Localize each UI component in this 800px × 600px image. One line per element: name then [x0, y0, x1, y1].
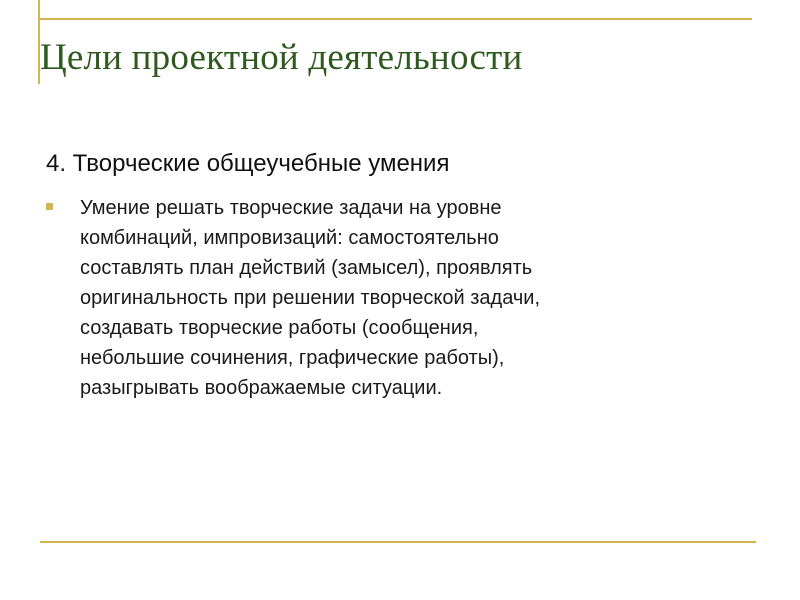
- bullet-line: комбинаций, импровизаций: самостоятельно: [80, 227, 499, 249]
- bullet-line: оригинальность при решении творческой задачи,: [80, 287, 541, 309]
- slide-title: Цели проектной деятельности: [40, 37, 523, 78]
- bullet-line: составлять план действий (замысел), проявлять: [80, 257, 533, 279]
- top-horizontal-rule: [40, 18, 752, 20]
- bullet-line: Умение решать творческие задачи на уровне: [80, 197, 502, 219]
- bullet-line: создавать творческие работы (сообщения,: [80, 317, 479, 339]
- square-bullet-icon: [46, 203, 53, 210]
- section-heading: 4. Творческие общеучебные умения: [46, 150, 450, 177]
- bullet-item: [46, 193, 706, 403]
- bottom-horizontal-rule: [40, 541, 756, 543]
- bullet-text: [46, 193, 706, 403]
- bullet-line: разыгрывать воображаемые ситуации.: [80, 377, 443, 399]
- bullet-line: небольшие сочинения, графические работы),: [80, 347, 505, 369]
